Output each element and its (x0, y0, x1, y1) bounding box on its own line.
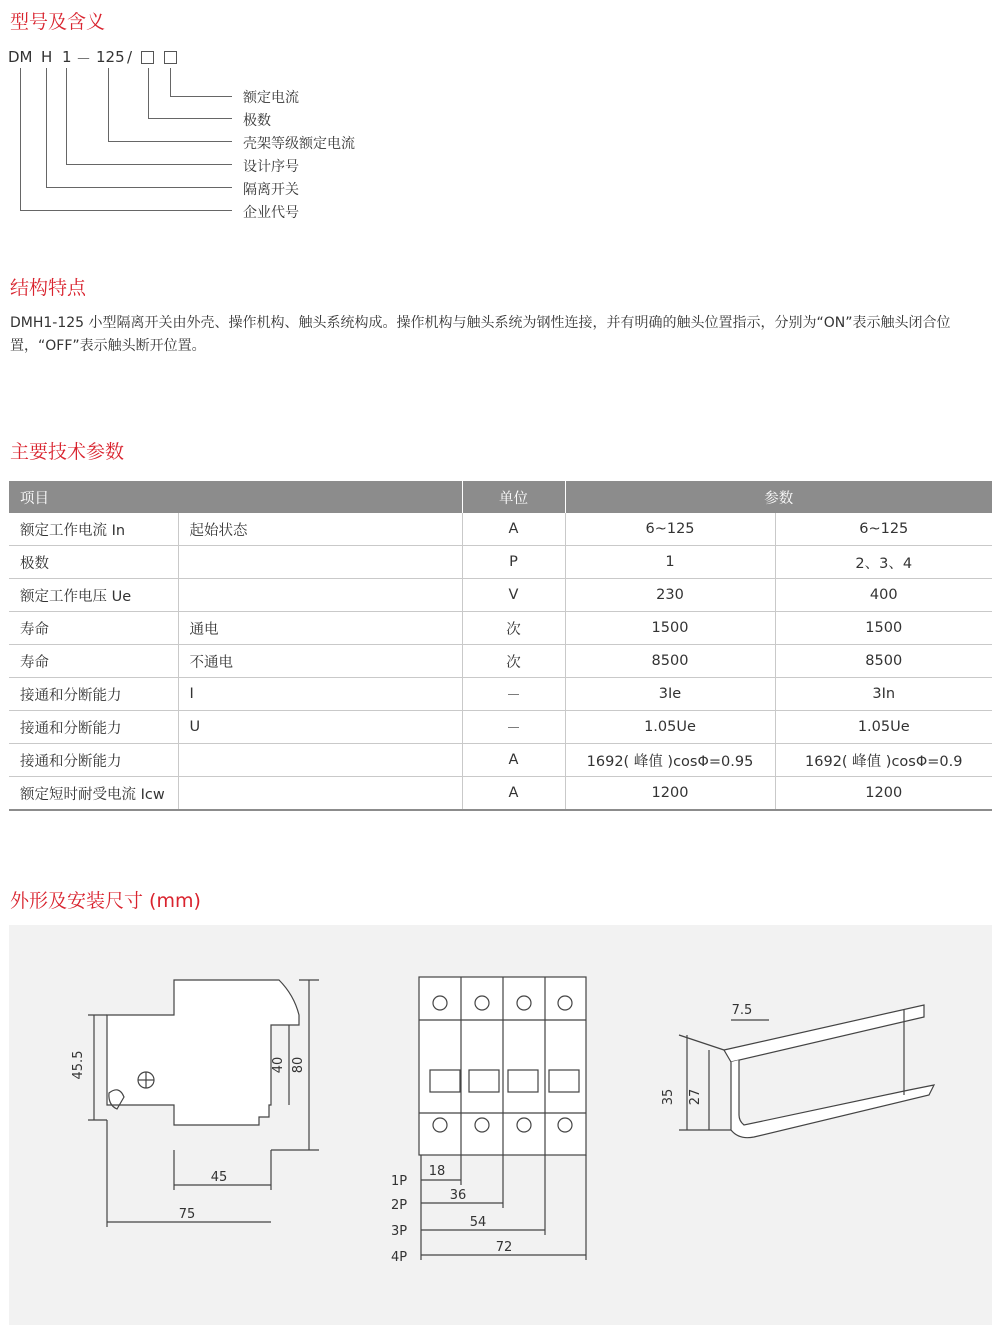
table-row (9, 678, 992, 711)
cell-v2: 1.05Ue (775, 711, 992, 744)
din-rail-drawing (724, 1005, 934, 1138)
legend-frame-current: 壳架等级额定电流 (243, 136, 355, 152)
cell-cond (178, 777, 462, 811)
pole-1p: 1P (391, 1174, 408, 1189)
model-code-part: DM (8, 48, 33, 66)
cell-cond: 起始状态 (178, 513, 462, 546)
dim-width-54: 54 (469, 1215, 487, 1230)
cell-v2: 1200 (775, 777, 992, 811)
cell-unit: P (462, 546, 565, 579)
table-row (9, 513, 992, 546)
legend-poles: 极数 (243, 113, 271, 129)
dim-width-18: 18 (428, 1164, 446, 1179)
header-item: 项目 (9, 481, 462, 513)
pole-3p: 3P (391, 1224, 408, 1239)
cell-unit: V (462, 579, 565, 612)
dim-rail-27: 27 (688, 1088, 703, 1106)
cell-v2: 1500 (775, 612, 992, 645)
cell-v1: 1 (565, 546, 775, 579)
cell-item: 额定短时耐受电流 Icw (9, 777, 178, 811)
section-title-model: 型号及含义 (10, 11, 106, 33)
params-table (9, 481, 992, 811)
cell-item: 额定工作电压 Ue (9, 579, 178, 612)
cell-cond: 通电 (178, 612, 462, 645)
side-view-drawing (107, 980, 299, 1125)
dim-side-75: 75 (178, 1207, 196, 1222)
cell-v1: 1500 (565, 612, 775, 645)
section-title-dims: 外形及安装尺寸 (mm) (10, 890, 201, 912)
cell-item: 接通和分断能力 (9, 711, 178, 744)
cell-item: 极数 (9, 546, 178, 579)
legend-rated-current: 额定电流 (243, 90, 299, 106)
cell-cond (178, 579, 462, 612)
dimension-svg (9, 925, 992, 1325)
model-code-part: H (41, 48, 53, 66)
placeholder-box (164, 51, 177, 64)
cell-item: 额定工作电流 In (9, 513, 178, 546)
cell-item: 接通和分断能力 (9, 744, 178, 777)
cell-item: 接通和分断能力 (9, 678, 178, 711)
legend-design-no: 设计序号 (243, 159, 299, 175)
table-row (9, 612, 992, 645)
table-row (9, 744, 992, 777)
dim-side-45-5: 45.5 (71, 1050, 86, 1080)
structure-paragraph: DMH1-125 小型隔离开关由外壳、操作机构、触头系统构成。操作机构与触头系统为钢性连接，并有明确的触头位置指示，分别为“ON”表示触头闭合位置，“OFF”表示触头断开位置。 (10, 315, 951, 354)
cell-unit: A (462, 513, 565, 546)
cell-v1: 6~125 (565, 513, 775, 546)
header-params: 参数 (565, 481, 992, 513)
dim-side-45: 45 (210, 1170, 228, 1185)
front-view-drawing (419, 977, 586, 1155)
cell-cond (178, 546, 462, 579)
cell-v1: 230 (565, 579, 775, 612)
model-code-part: / (127, 48, 133, 66)
section-title-structure: 结构特点 (10, 277, 87, 299)
pole-4p: 4P (391, 1250, 408, 1265)
dim-side-40: 40 (271, 1056, 286, 1074)
dim-rail-35: 35 (661, 1088, 676, 1106)
cell-unit: － (462, 678, 565, 711)
dim-rail-7-5: 7.5 (731, 1003, 753, 1018)
table-row (9, 546, 992, 579)
cell-v2: 8500 (775, 645, 992, 678)
cell-v2: 6~125 (775, 513, 992, 546)
table-row (9, 777, 992, 811)
cell-v2: 2、3、4 (775, 546, 992, 579)
cell-unit: A (462, 777, 565, 811)
table-header-row (9, 481, 992, 513)
cell-item: 寿命 (9, 645, 178, 678)
cell-unit: A (462, 744, 565, 777)
table-row (9, 579, 992, 612)
cell-item: 寿命 (9, 612, 178, 645)
dim-side-80: 80 (291, 1056, 306, 1074)
model-code-part: 125 (96, 48, 125, 66)
cell-unit: 次 (462, 645, 565, 678)
legend-isolator: 隔离开关 (243, 182, 299, 198)
table-row (9, 711, 992, 744)
dimension-drawings (9, 925, 992, 1325)
table-row (9, 645, 992, 678)
cell-unit: － (462, 711, 565, 744)
cell-v1: 1692( 峰值 )cosΦ=0.95 (565, 744, 775, 777)
dim-width-36: 36 (449, 1188, 467, 1203)
cell-v1: 8500 (565, 645, 775, 678)
cell-v1: 1200 (565, 777, 775, 811)
section-title-params: 主要技术参数 (10, 441, 125, 463)
cell-cond (178, 744, 462, 777)
cell-cond: 不通电 (178, 645, 462, 678)
cell-v2: 400 (775, 579, 992, 612)
dim-width-72: 72 (495, 1240, 513, 1255)
cell-v2: 3In (775, 678, 992, 711)
header-unit: 单位 (462, 481, 565, 513)
cell-cond: U (178, 711, 462, 744)
cell-unit: 次 (462, 612, 565, 645)
model-code-part: － (76, 50, 92, 68)
cell-v1: 1.05Ue (565, 711, 775, 744)
placeholder-box (141, 51, 154, 64)
pole-2p: 2P (391, 1198, 408, 1213)
model-code-part: 1 (62, 48, 72, 66)
legend-company-code: 企业代号 (243, 205, 299, 221)
cell-v1: 3Ie (565, 678, 775, 711)
cell-cond: I (178, 678, 462, 711)
cell-v2: 1692( 峰值 )cosΦ=0.9 (775, 744, 992, 777)
